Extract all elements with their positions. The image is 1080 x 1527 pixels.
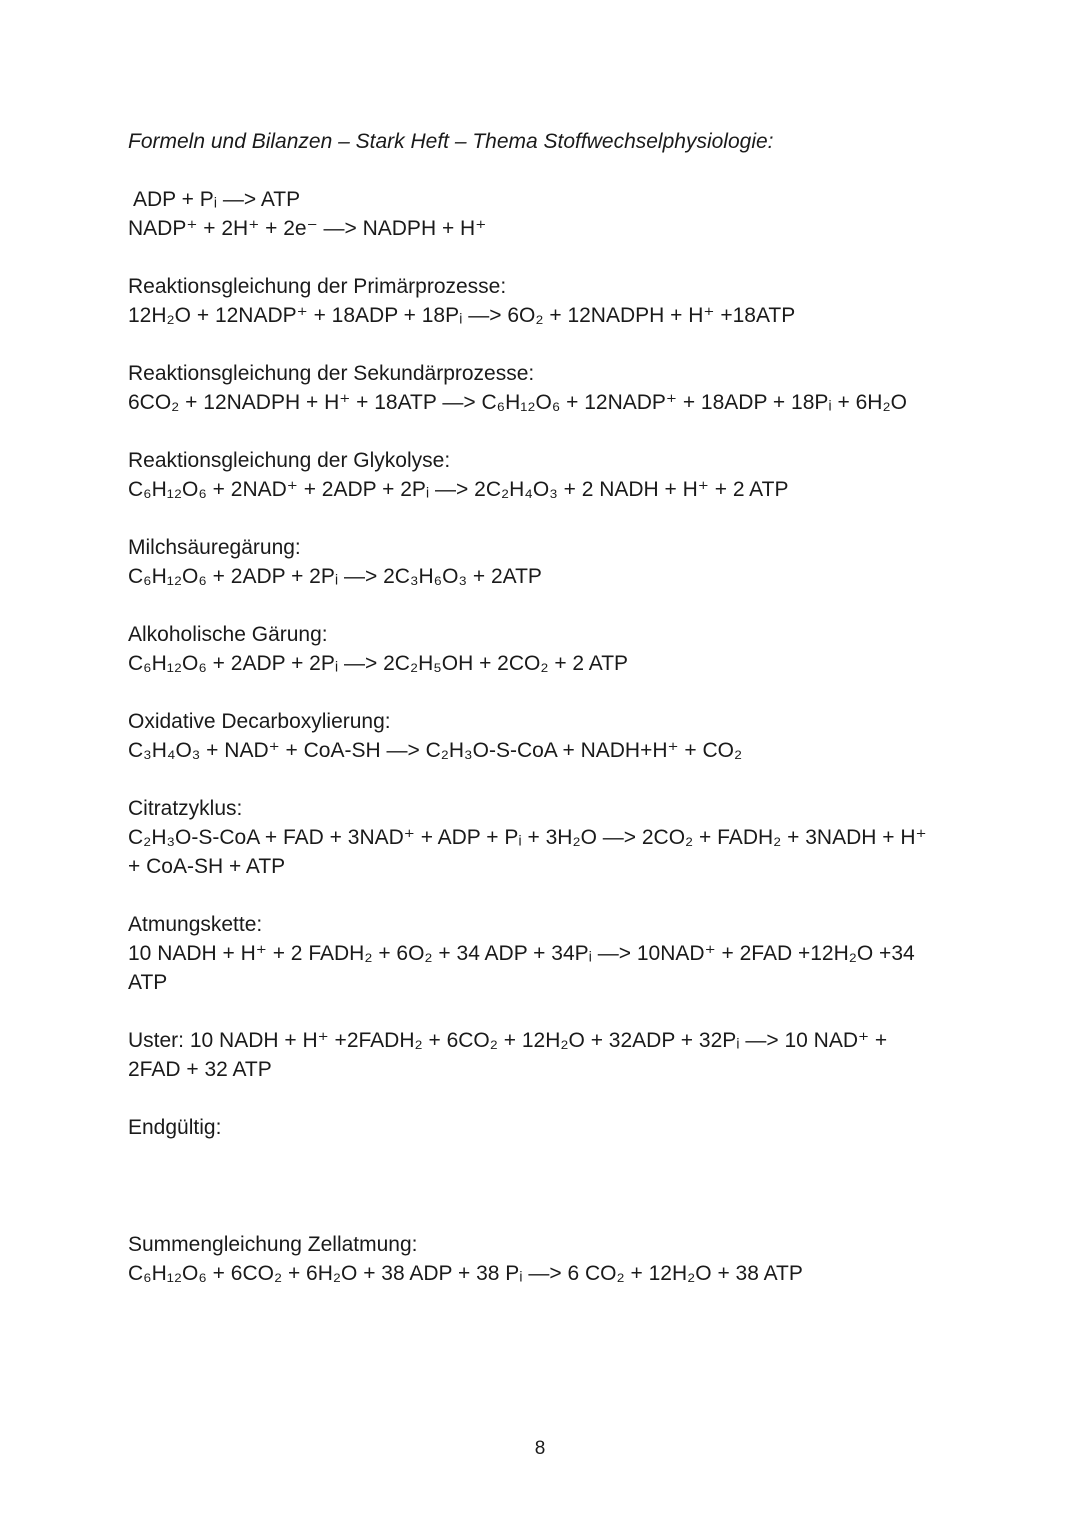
label-summengleichung-zellatmung: Summengleichung Zellatmung: (128, 1233, 418, 1256)
equation-citratzyklus-continued: + CoA-SH + ATP (128, 855, 286, 878)
equation-citratzyklus: C₂H₃O-S-CoA + FAD + 3NAD⁺ + ADP + Pᵢ + 3H₂O —> 2CO₂ + FADH₂ + 3NADH + H⁺ (128, 826, 927, 849)
document-title: Formeln und Bilanzen – Stark Heft – Thema Stoffwechselphysiologie: (128, 130, 774, 153)
equation-milchsaeuregaerung: C₆H₁₂O₆ + 2ADP + 2Pᵢ —> 2C₃H₆O₃ + 2ATP (128, 565, 542, 588)
equation-primaerprozesse: 12H₂O + 12NADP⁺ + 18ADP + 18Pᵢ —> 6O₂ + 12NADPH + H⁺ +18ATP (128, 304, 796, 327)
equation-sekundaerprozesse: 6CO₂ + 12NADPH + H⁺ + 18ATP —> C₆H₁₂O₆ + 12NADP⁺ + 18ADP + 18Pᵢ + 6H₂O (128, 391, 907, 414)
equation-summengleichung-zellatmung: C₆H₁₂O₆ + 6CO₂ + 6H₂O + 38 ADP + 38 Pᵢ —> 6 CO₂ + 12H₂O + 38 ATP (128, 1262, 803, 1285)
label-endgueltig: Endgültig: (128, 1116, 222, 1139)
label-atmungskette: Atmungskette: (128, 913, 263, 936)
page-number: 8 (534, 1438, 546, 1459)
equation-atmungskette: 10 NADH + H⁺ + 2 FADH₂ + 6O₂ + 34 ADP + 34Pᵢ —> 10NAD⁺ + 2FAD +12H₂O +34 (128, 942, 915, 965)
label-citratzyklus: Citratzyklus: (128, 797, 243, 820)
label-alkoholische-gaerung: Alkoholische Gärung: (128, 623, 328, 646)
equation-atp-synthesis: ADP + Pᵢ —> ATP (133, 188, 301, 211)
equation-glykolyse: C₆H₁₂O₆ + 2NAD⁺ + 2ADP + 2Pᵢ —> 2C₂H₄O₃ + 2 NADH + H⁺ + 2 ATP (128, 478, 789, 501)
label-primaerprozesse: Reaktionsgleichung der Primärprozesse: (128, 275, 507, 298)
label-milchsaeuregaerung: Milchsäuregärung: (128, 536, 301, 559)
equation-uster-continued: 2FAD + 32 ATP (128, 1058, 272, 1081)
equation-nadph-formation: NADP⁺ + 2H⁺ + 2e⁻ —> NADPH + H⁺ (128, 217, 487, 240)
equation-oxidative-decarboxylierung: C₃H₄O₃ + NAD⁺ + CoA-SH —> C₂H₃O-S-CoA + NADH+H⁺ + CO₂ (128, 739, 743, 762)
equation-atmungskette-continued: ATP (128, 971, 168, 994)
equation-alkoholische-gaerung: C₆H₁₂O₆ + 2ADP + 2Pᵢ —> 2C₂H₅OH + 2CO₂ + 2 ATP (128, 652, 629, 675)
label-glykolyse: Reaktionsgleichung der Glykolyse: (128, 449, 451, 472)
label-oxidative-decarboxylierung: Oxidative Decarboxylierung: (128, 710, 391, 733)
equation-uster: Uster: 10 NADH + H⁺ +2FADH₂ + 6CO₂ + 12H₂O + 32ADP + 32Pᵢ —> 10 NAD⁺ + (128, 1029, 888, 1052)
label-sekundaerprozesse: Reaktionsgleichung der Sekundärprozesse: (128, 362, 535, 385)
